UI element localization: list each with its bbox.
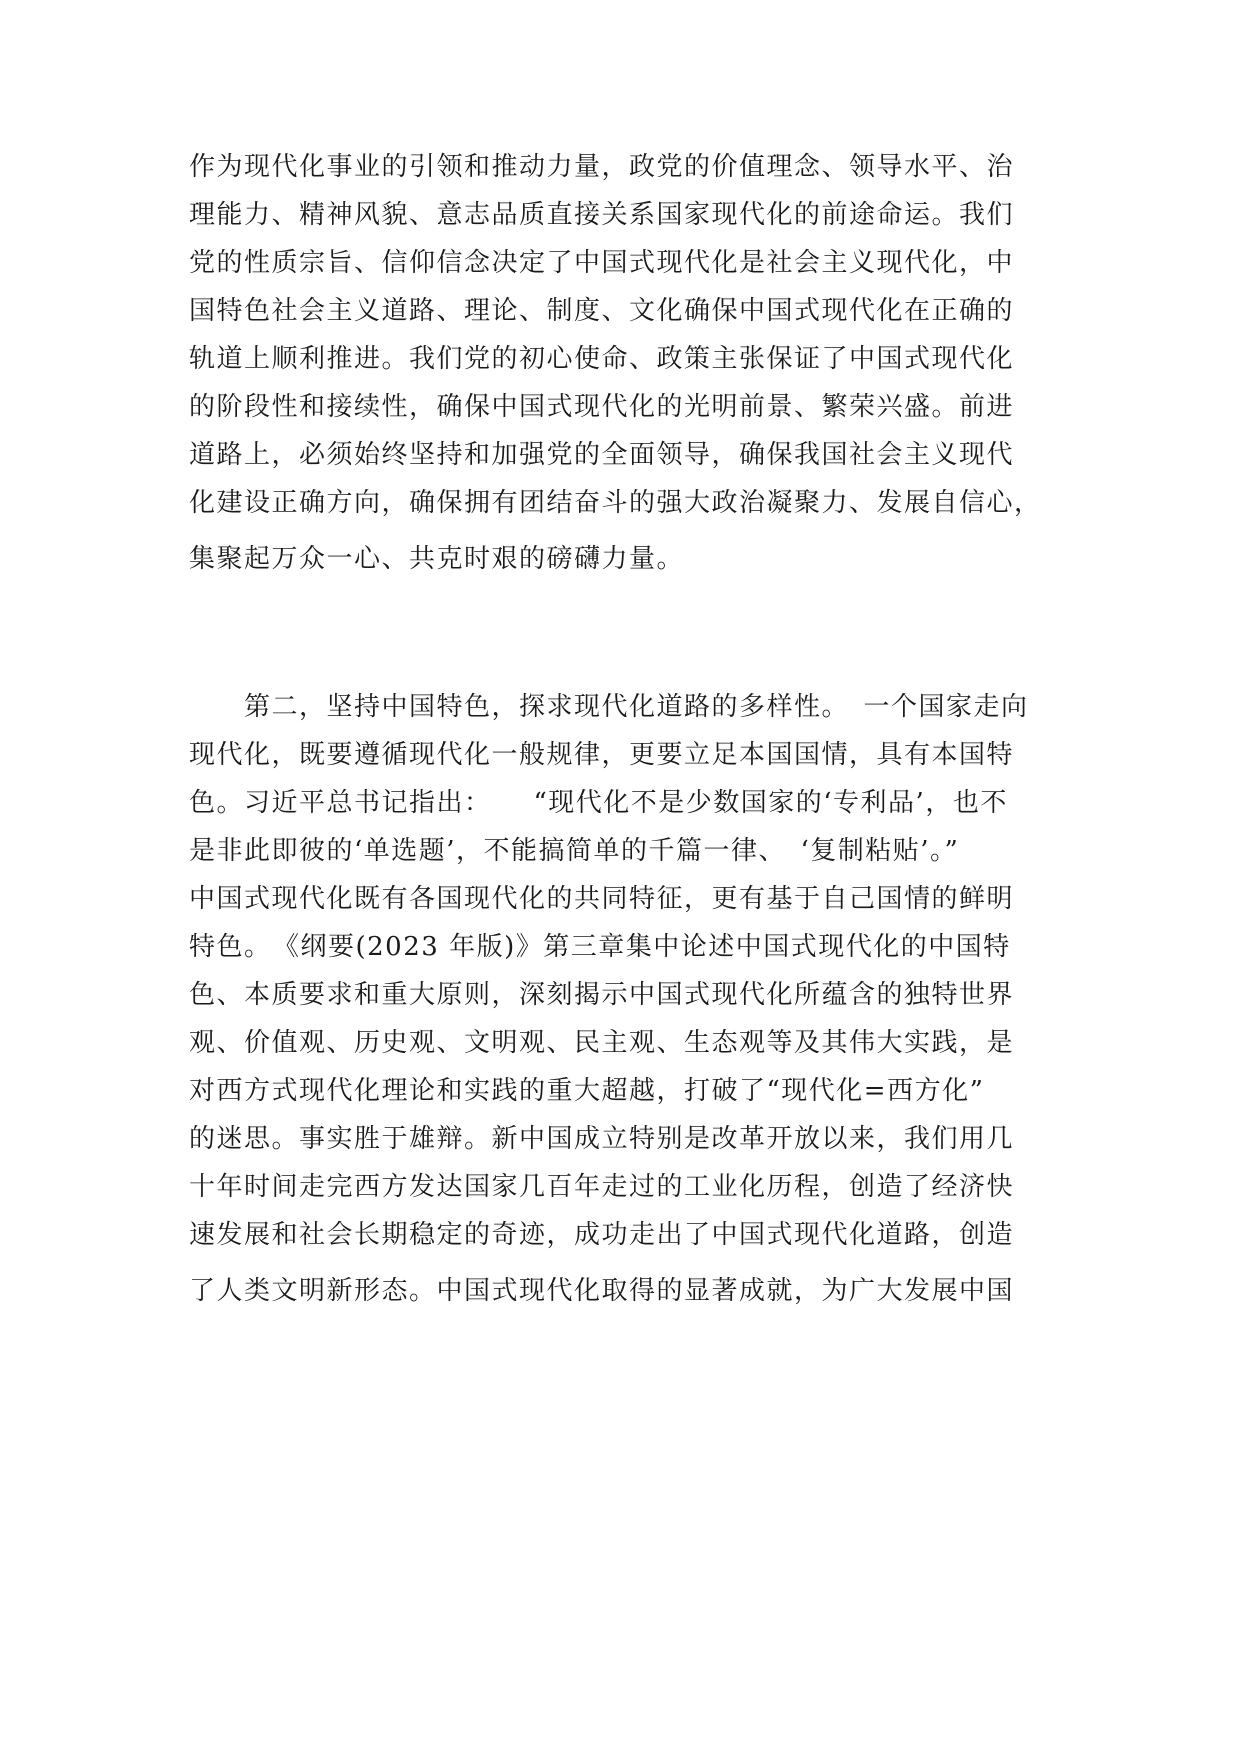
text-line: 了人类文明新形态。中国式现代化取得的显著成就，为广大发展中国: [189, 1276, 1015, 1306]
text-line: 是非此即彼的‘单选题’，不能搞简单的千篇一律、 ‘复制粘贴’。”: [189, 836, 960, 866]
text-line: 色。习近平总书记指出： “现代化不是少数国家的‘专利品’，也不: [189, 788, 1008, 818]
text-line: 作为现代化事业的引领和推动力量，政党的价值理念、领导水平、治: [189, 152, 1015, 182]
text-line: 的迷思。事实胜于雄辩。新中国成立特别是改革开放以来，我们用几: [189, 1124, 1015, 1154]
text-line: 轨道上顺利推进。我们党的初心使命、政策主张保证了中国式现代化: [189, 344, 1015, 374]
text-line: 特色。 《纲要(2023 年版)》第三章集中论述中国式现代化的中国特: [189, 932, 1011, 962]
text-line: 十年时间走完西方发达国家几百年走过的工业化历程，创造了经济快: [189, 1172, 1015, 1202]
text-line: 现代化，既要遵循现代化一般规律，更要立足本国国情，具有本国特: [189, 740, 1015, 770]
text-line: 化建设正确方向，确保拥有团结奋斗的强大政治凝聚力、发展自信心，: [189, 488, 1042, 518]
text-line: 中国式现代化既有各国现代化的共同特征，更有基于自己国情的鲜明: [189, 884, 1015, 914]
text-line: 色、本质要求和重大原则，深刻揭示中国式现代化所蕴含的独特世界: [189, 980, 1015, 1010]
text-line: 党的性质宗旨、信仰信念决定了中国式现代化是社会主义现代化，中: [189, 248, 1015, 278]
text-line: 速发展和社会长期稳定的奇迹，成功走出了中国式现代化道路，创造: [189, 1220, 1015, 1250]
text-line: 国特色社会主义道路、理论、制度、文化确保中国式现代化在正确的: [189, 296, 1015, 326]
text-line: 对西方式现代化理论和实践的重大超越，打破了“现代化=西方化”: [189, 1076, 985, 1106]
text-line: 的阶段性和接续性，确保中国式现代化的光明前景、繁荣兴盛。前进: [189, 392, 1015, 422]
text-line: 第二，坚持中国特色，探求现代化道路的多样性。 一个国家走向: [189, 692, 1029, 722]
text-line: 理能力、精神风貌、意志品质直接关系国家现代化的前途命运。我们: [189, 200, 1015, 230]
text-line: 集聚起万众一心、共克时艰的磅礴力量。: [189, 544, 685, 574]
text-line: 观、价值观、历史观、文明观、民主观、生态观等及其伟大实践，是: [189, 1028, 1015, 1058]
text-line: 道路上，必须始终坚持和加强党的全面领导，确保我国社会主义现代: [189, 440, 1015, 470]
